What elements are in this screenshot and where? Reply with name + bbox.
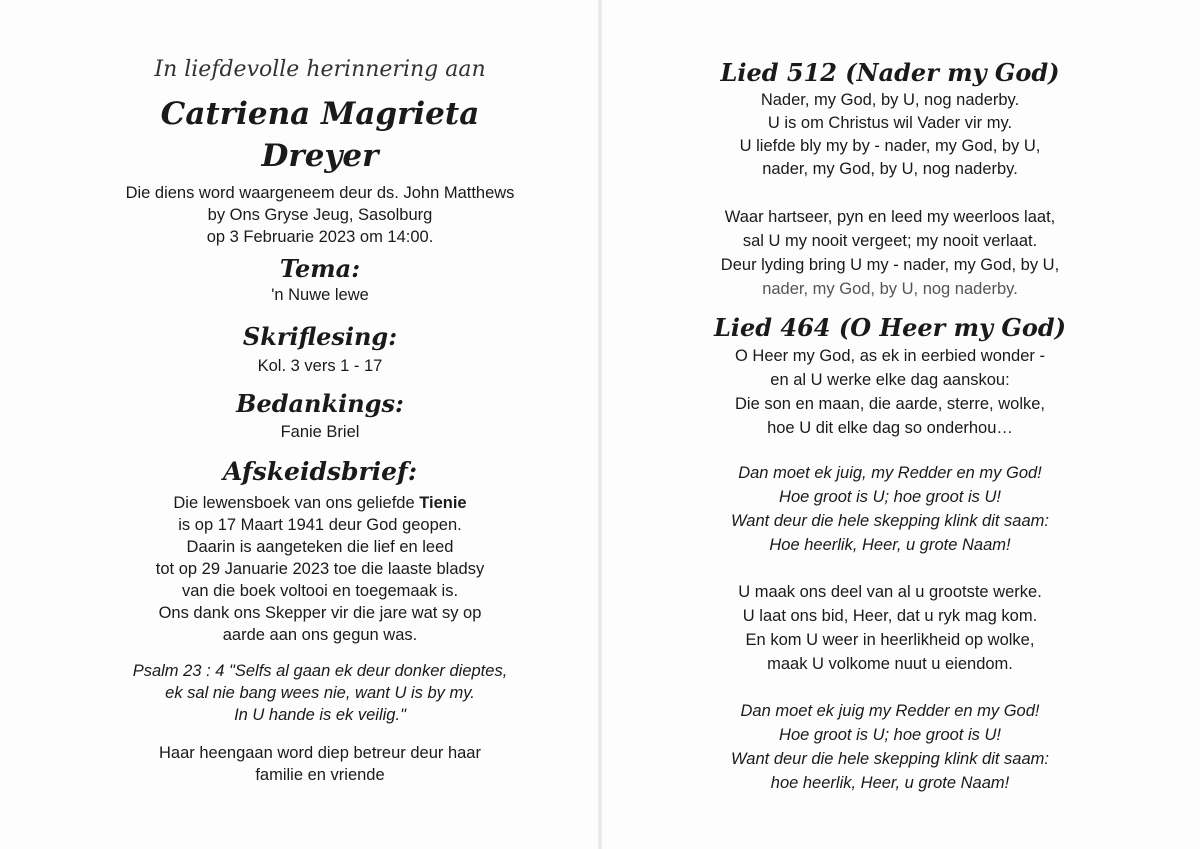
tema-text: 'n Nuwe lewe xyxy=(271,286,369,304)
intro-text: In liefdevolle herinnering aan xyxy=(154,57,486,82)
lied464-title: Lied 464 (O Heer my God) xyxy=(713,313,1067,342)
chorus-line: Dan moet ek juig, my Redder en my God! xyxy=(738,464,1042,482)
lyric-line: U maak ons deel van al u grootste werke. xyxy=(738,583,1042,601)
afskeidsbrief-heading: Afskeidsbrief: xyxy=(222,457,418,486)
lyric-line: Nader, my God, by U, nog naderby. xyxy=(760,91,1020,109)
chorus-line: Dan moet ek juig my Redder en my God! xyxy=(740,702,1040,720)
service-line: Die diens word waargeneem deur ds. John Matthews xyxy=(125,184,515,202)
tema-heading: Tema: xyxy=(279,254,361,283)
chorus-line: hoe heerlik, Heer, u grote Naam! xyxy=(770,774,1010,792)
lyric-line: Waar hartseer, pyn en leed my weerloos laat, xyxy=(724,208,1056,226)
chorus-line: Hoe groot is U; hoe groot is U! xyxy=(779,726,1001,744)
service-line: by Ons Gryse Jeug, Sasolburg xyxy=(207,206,433,224)
bedankings-heading: Bedankings: xyxy=(236,389,404,418)
deceased-name-line2: Dreyer xyxy=(261,138,379,174)
chorus-line: Hoe groot is U; hoe groot is U! xyxy=(779,488,1001,506)
afskeid-line1-text: Die lewensboek van ons geliefde xyxy=(173,494,420,512)
skriflesing-heading: Skriflesing: xyxy=(242,322,398,351)
psalm-line: Psalm 23 : 4 "Selfs al gaan ek deur donker dieptes, xyxy=(132,662,508,680)
afskeid-line: Ons dank ons Skepper vir die jare wat sy op xyxy=(158,604,482,622)
skriflesing-text: Kol. 3 vers 1 - 17 xyxy=(257,357,383,375)
lyric-line: sal U my nooit vergeet; my nooit verlaat. xyxy=(742,232,1038,250)
lyric-line: maak U volkome nuut u eiendom. xyxy=(767,655,1013,673)
bedankings-text: Fanie Briel xyxy=(280,423,360,441)
lyric-line: U laat ons bid, Heer, dat u ryk mag kom. xyxy=(742,607,1038,625)
chorus-line: Want deur die hele skepping klink dit saam: xyxy=(731,512,1049,530)
lyric-line: U is om Christus wil Vader vir my. xyxy=(767,114,1013,132)
lyric-line: en al U werke elke dag aanskou: xyxy=(770,371,1010,389)
afskeid-line: aarde aan ons gegun was. xyxy=(222,626,418,644)
lyric-line: nader, my God, by U, nog naderby. xyxy=(762,280,1018,298)
afskeid-line: is op 17 Maart 1941 deur God geopen. xyxy=(178,516,462,534)
afskeid-nickname: Tienie xyxy=(419,494,467,512)
lyric-line: nader, my God, by U, nog naderby. xyxy=(762,160,1018,178)
deceased-name-line1: Catriena Magrieta xyxy=(160,96,480,132)
afskeid-line: tot op 29 Januarie 2023 toe die laaste bladsy xyxy=(155,560,485,578)
service-line: op 3 Februarie 2023 om 14:00. xyxy=(206,228,434,246)
lyric-line: hoe U dit elke dag so onderhou… xyxy=(767,419,1013,437)
closing-line: familie en vriende xyxy=(255,766,385,784)
lyric-line: En kom U weer in heerlikheid op wolke, xyxy=(745,631,1035,649)
psalm-line: In U hande is ek veilig." xyxy=(234,706,406,724)
afskeid-line: van die boek voltooi en toegemaak is. xyxy=(181,582,459,600)
afskeid-line: Daarin is aangeteken die lief en leed xyxy=(186,538,454,556)
closing-line: Haar heengaan word diep betreur deur haar xyxy=(159,744,481,762)
chorus-line: Want deur die hele skepping klink dit saam: xyxy=(731,750,1049,768)
lyric-line: Die son en maan, die aarde, sterre, wolke, xyxy=(735,395,1045,413)
psalm-line: ek sal nie bang wees nie, want U is by my. xyxy=(165,684,475,702)
lied512-title: Lied 512 (Nader my God) xyxy=(720,58,1060,87)
lyric-line: U liefde bly my by - nader, my God, by U, xyxy=(739,137,1041,155)
right-page xyxy=(600,0,1180,849)
lyric-line: Deur lyding bring U my - nader, my God, by U, xyxy=(720,256,1060,274)
chorus-line: Hoe heerlik, Heer, u grote Naam! xyxy=(769,536,1011,554)
lyric-line: O Heer my God, as ek in eerbied wonder - xyxy=(735,347,1045,365)
afskeid-line xyxy=(0,492,640,514)
